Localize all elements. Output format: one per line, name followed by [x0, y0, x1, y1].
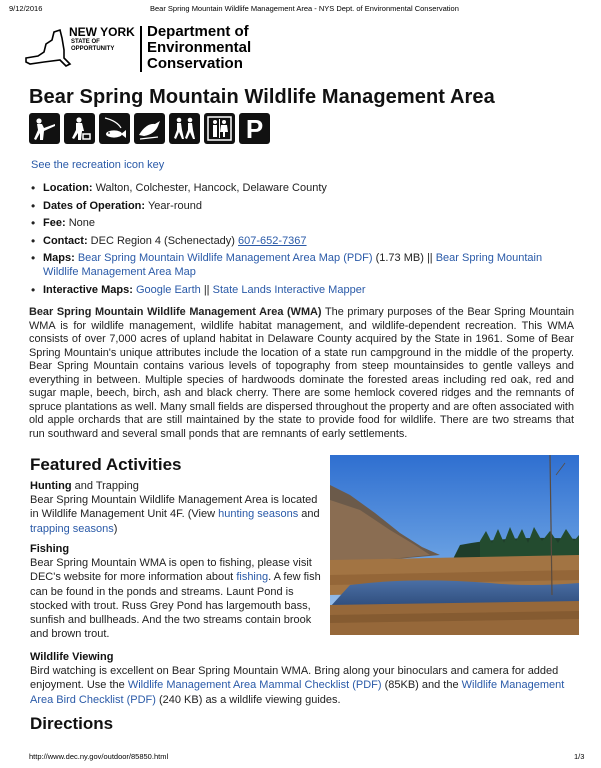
- print-date: 9/12/2016: [9, 4, 43, 13]
- wildlife-viewing-icon: [134, 113, 165, 144]
- maps-label: Maps:: [43, 252, 75, 264]
- list-item: [29, 216, 569, 230]
- fee-label: Fee:: [43, 217, 66, 229]
- trapping-icon: [64, 113, 95, 144]
- wma-map-pdf-link[interactable]: Bear Spring Mountain Wildlife Management Area Map (PDF): [77, 252, 373, 264]
- fee-value: None: [68, 217, 95, 229]
- restroom-icon: [204, 113, 235, 144]
- fishing-icon: [99, 113, 130, 144]
- google-earth-link[interactable]: Google Earth: [135, 283, 201, 296]
- hunting-icon: [29, 113, 60, 144]
- recreation-icon-key-link[interactable]: See the recreation icon key: [31, 159, 165, 171]
- directions-heading: Directions: [30, 714, 114, 733]
- print-url: http://www.dec.ny.gov/outdoor/85850.html: [29, 752, 169, 761]
- list-item: [29, 199, 569, 213]
- fishing-text: Bear Spring Mountain WMA is open to fishing, please visit DEC's website for more information about fishing. A few fish can be found in the ponds and streams. Launt Pond is stocked with trout. Russ Grey Pond has largemouth bass, sunfish and bullheads. And the two streams contain brook and brown trout.: [30, 557, 321, 641]
- nysdec-logo[interactable]: [24, 24, 254, 74]
- separator: ||: [203, 283, 210, 296]
- logo-divider: [140, 26, 142, 72]
- trapping-seasons-link[interactable]: trapping seasons: [30, 522, 114, 535]
- contact-value: DEC Region 4 (Schenectady): [90, 234, 235, 247]
- recreation-icon-row: [29, 113, 270, 144]
- wma-description: [29, 306, 574, 441]
- list-item: [29, 181, 569, 195]
- info-list: [29, 181, 569, 300]
- interactive-maps-label: Interactive Maps:: [43, 283, 133, 296]
- wildlife-viewing-heading: Wildlife Viewing: [30, 651, 114, 663]
- description-body: The primary purposes of the Bear Spring Mountain WMA is for wildlife management, wildlife habitat management, and wildlife-dependent recreation. This WMA consists of over 7,000 acres of upland habitat in Delaware County acquired by the State in 1961. Some of Bear Spring Mountain's unique attributes include the location of a state run campground in the middle of the property. Bear Spring Mountain contains various levels of topography from steep mountainsides to gentle valleys and everything in between. Multiple species of hardwoods dominate the forested areas including red oak, red and sugar maple, beech, birch, ash and black cherry. There are some hemlock covered ridges and the remnants of spruce plantations as well. Many small fields are dispersed throughout the property and are often associated with old apple orchards that are still maintained by the state to provide food for wildlife. There are two streams that run southward and several small ponds that are remnants of early settlements.: [29, 306, 574, 440]
- fishing-link[interactable]: fishing: [236, 571, 269, 584]
- logo-state-tagline: STATE OF OPPORTUNITY: [71, 39, 115, 52]
- print-page-number: 1/3: [574, 752, 585, 761]
- logo-agency-name: Department of Environmental Conservation: [147, 23, 252, 72]
- hunting-seasons-link[interactable]: hunting seasons: [218, 508, 299, 521]
- wildlife-viewing-section: [30, 650, 575, 707]
- featured-activities-heading: Featured Activities: [30, 455, 182, 474]
- print-page-title: Bear Spring Mountain Wildlife Management Area - NYS Dept. of Environmental Conservation: [150, 4, 459, 13]
- mammal-checklist-link[interactable]: Wildlife Management Area Mammal Checklist (PDF): [127, 679, 382, 692]
- location-label: Location:: [43, 182, 93, 194]
- fishing-section: [30, 542, 325, 641]
- hunting-text: Bear Spring Mountain Wildlife Management Area is located in Wildlife Management Unit 4F. (View hunting seasons and trapping seasons): [30, 494, 320, 535]
- hunting-heading: Hunting and Trapping: [30, 480, 139, 492]
- list-item: [29, 234, 569, 248]
- bird-checklist-link[interactable]: Wildlife Management Area Bird Checklist (PDF): [30, 679, 565, 706]
- list-item: [29, 283, 569, 297]
- fishing-heading: Fishing: [30, 543, 70, 555]
- state-lands-mapper-link[interactable]: State Lands Interactive Mapper: [212, 283, 366, 296]
- description-lead: Bear Spring Mountain Wildlife Management Area (WMA): [29, 306, 322, 318]
- contact-phone-link[interactable]: 607-652-7367: [238, 234, 307, 247]
- page-title: Bear Spring Mountain Wildlife Management Area: [29, 86, 495, 108]
- contact-label: Contact:: [43, 234, 88, 247]
- list-item: [29, 251, 569, 279]
- parking-icon: P: [239, 113, 270, 144]
- map-file-size: (1.73 MB) ||: [375, 252, 433, 264]
- dates-value: Year-round: [147, 199, 202, 212]
- wma-map-link[interactable]: Bear Spring Mountain Wildlife Management Area Map: [43, 252, 543, 278]
- location-value: Walton, Colchester, Hancock, Delaware County: [95, 182, 327, 194]
- hunting-section: [30, 479, 325, 536]
- dates-label: Dates of Operation:: [43, 199, 146, 212]
- wma-landscape-photo: [330, 455, 579, 635]
- wildlife-viewing-text: Bird watching is excellent on Bear Spring Mountain WMA. Bring along your binoculars and camera for added enjoyment. Use the Wildlife Management Area Mammal Checklist (PDF) (85KB) and the Wildlife Management Area Bird Checklist (PDF) (240 KB) as a wildlife viewing guides.: [30, 665, 565, 706]
- logo-state-name: NEW YORK: [69, 25, 135, 39]
- print-header: [0, 4, 601, 16]
- hiking-icon: [169, 113, 200, 144]
- new-york-state-map-icon: [24, 28, 72, 70]
